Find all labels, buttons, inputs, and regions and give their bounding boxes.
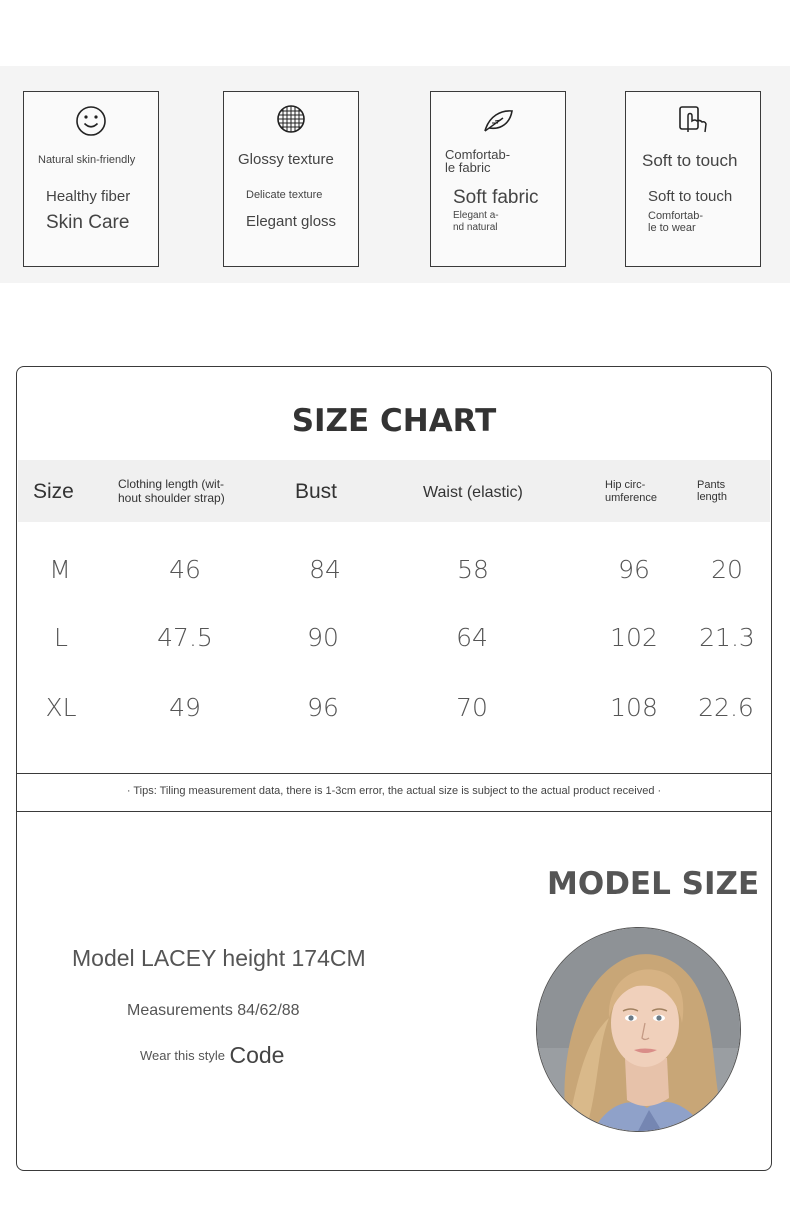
feature-card-soft-fabric bbox=[430, 91, 566, 267]
size-chart-title: SIZE CHART bbox=[291, 403, 497, 439]
wear-style-line bbox=[140, 1042, 284, 1069]
measurements-line bbox=[127, 1002, 300, 1020]
wear-style-value: Code bbox=[229, 1042, 285, 1068]
feature-label: Elegant a- bbox=[453, 210, 499, 221]
model-height-line: Model LACEY height 174CM bbox=[72, 945, 366, 971]
tips-note: · Tips: Tiling measurement data, there is 1-3cm error, the actual size is subject to the actual product received · bbox=[126, 785, 662, 797]
feature-label: Soft to touch bbox=[648, 188, 733, 205]
table-row bbox=[17, 555, 771, 595]
leaf-icon bbox=[431, 104, 565, 138]
cell-waist: 70 bbox=[456, 693, 488, 722]
size-chart-header bbox=[18, 460, 770, 522]
measurements-label: Measurements bbox=[127, 1002, 233, 1019]
smile-icon bbox=[24, 104, 158, 138]
cell-length: 46 bbox=[169, 555, 201, 584]
measurements-value: 84/62/88 bbox=[237, 1002, 300, 1019]
feature-label: Natural skin-friendly bbox=[38, 154, 136, 166]
header-length-line2: hout shoulder strap) bbox=[118, 491, 225, 505]
cell-bust: 96 bbox=[307, 693, 339, 722]
cell-size: L bbox=[54, 623, 68, 652]
touch-hand-icon bbox=[626, 104, 760, 138]
wear-style-label: Wear this style bbox=[140, 1048, 226, 1063]
cell-pants: 22.6 bbox=[698, 693, 754, 722]
feature-label: Comfortab- bbox=[445, 147, 511, 162]
feature-label: Elegant gloss bbox=[246, 213, 337, 230]
feature-label: le fabric bbox=[445, 160, 491, 175]
feature-card-skin-care bbox=[23, 91, 159, 267]
cell-waist: 58 bbox=[457, 555, 489, 584]
feature-label: Skin Care bbox=[46, 212, 130, 233]
cell-pants: 21.3 bbox=[699, 623, 755, 652]
cell-bust: 90 bbox=[307, 623, 339, 652]
cell-waist: 64 bbox=[456, 623, 488, 652]
header-bust: Bust bbox=[295, 480, 338, 503]
feature-label: nd natural bbox=[453, 222, 498, 233]
feature-label: Soft to touch bbox=[642, 151, 738, 170]
cell-hip: 108 bbox=[610, 693, 658, 722]
cell-length: 47.5 bbox=[157, 623, 213, 652]
divider bbox=[17, 773, 771, 774]
header-hip-line2: umference bbox=[605, 492, 657, 504]
cell-size: M bbox=[49, 555, 71, 584]
header-length-line1: Clothing length (wit- bbox=[118, 477, 225, 491]
header-pants-line1: Pants bbox=[697, 479, 726, 491]
cell-length: 49 bbox=[169, 693, 201, 722]
cell-size: XL bbox=[45, 693, 77, 722]
feature-label: le to wear bbox=[648, 222, 696, 234]
feature-label: Comfortab- bbox=[648, 210, 704, 222]
cell-pants: 20 bbox=[711, 555, 743, 584]
header-pants-line2: length bbox=[697, 491, 727, 503]
feature-card-soft-touch bbox=[625, 91, 761, 267]
texture-circle-icon bbox=[224, 104, 358, 138]
header-size: Size bbox=[33, 480, 74, 503]
feature-label: Glossy texture bbox=[238, 151, 334, 168]
table-row bbox=[17, 693, 771, 733]
size-chart-panel bbox=[16, 366, 772, 1171]
header-hip-line1: Hip circ- bbox=[605, 479, 646, 491]
feature-label: Healthy fiber bbox=[46, 188, 131, 205]
feature-label: Delicate texture bbox=[246, 189, 323, 201]
model-photo bbox=[536, 927, 741, 1132]
divider bbox=[17, 811, 771, 812]
cell-hip: 102 bbox=[610, 623, 658, 652]
features-band bbox=[0, 66, 790, 283]
cell-hip: 96 bbox=[618, 555, 650, 584]
model-size-title: MODEL SIZE bbox=[547, 866, 760, 902]
feature-label: Soft fabric bbox=[453, 187, 539, 208]
cell-bust: 84 bbox=[309, 555, 341, 584]
header-waist: Waist (elastic) bbox=[423, 484, 523, 501]
feature-card-glossy bbox=[223, 91, 359, 267]
table-row bbox=[17, 623, 771, 663]
